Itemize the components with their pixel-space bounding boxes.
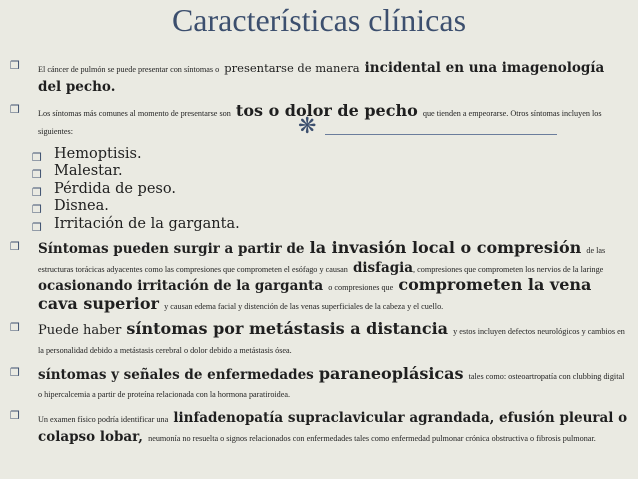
list-item: ❒ El cáncer de pulmón se puede presentar con síntomas o presentarse de manera incidental en una imagenología del pecho. (10, 59, 605, 95)
arrow-bullet-icon: ❒ (32, 185, 42, 199)
symptom-list (10, 146, 630, 234)
arrow-bullet-icon: ❒ (32, 203, 42, 217)
list-item: ❒ Los síntomas más comunes al momento de presentarse son tos o dolor de pecho que tienden a empeorarse. Otros síntomas incluyen los siguientes: (10, 101, 602, 137)
list-item: ❒ Irritación de la garganta. (32, 216, 630, 234)
slide-content (10, 58, 630, 453)
arrow-bullet-icon: ❒ (10, 59, 20, 72)
list-item: ❒ síntomas y señales de enfermedades paraneoplásicas tales como: osteoartropatía con clubbing digital o hipercalcemia a partir de proteína relacionada con la hormona paratiroidea. (10, 363, 625, 400)
slide-bullet-icon: ❋ (298, 114, 317, 139)
list-item: ❒ Hemoptisis. (32, 146, 630, 164)
slide-title: Características clínicas (171, 2, 467, 38)
arrow-bullet-icon: ❒ (32, 168, 42, 182)
arrow-bullet-icon: ❒ (10, 321, 20, 335)
arrow-bullet-icon: ❒ (10, 103, 20, 117)
arrow-bullet-icon: ❒ (32, 150, 42, 164)
list-item: ❒ Síntomas pueden surgir a partir de la invasión local o compresión de las estructuras torácicas adyacentes como las compresiones que comprometen el esófago y causan disfagia, compresiones que comprometen los nervios de la laringe ocasionando irritación de la garganta o compresiones que comprometen la vena cava superior y causan edema facial y distención de las venas superficiales de la cabeza y el cuello. (10, 238, 606, 313)
list-item: ❒ Disnea. (32, 198, 630, 216)
arrow-bullet-icon: ❒ (10, 365, 20, 379)
list-item: ❒ Puede haber síntomas por metástasis a distancia y estos incluyen defectos neurológicos y cambios en la personalidad debido a metástasis cerebral o dolor debido a metástasis ósea. (10, 319, 625, 356)
arrow-bullet-icon: ❒ (10, 240, 20, 254)
arrow-bullet-icon: ❒ (10, 409, 20, 423)
arrow-bullet-icon: ❒ (32, 220, 42, 234)
list-item: ❒ Un examen físico podría identificar una linfadenopatía supraclavicular agrandada, efusión pleural o colapso lobar, neumonía no resuelta o signos relacionados con enfermedades tales como enfermedad pulmonar crónica obstructiva o fibrosis pulmonar. (10, 409, 628, 445)
list-item: ❒ Pérdida de peso. (32, 181, 630, 199)
list-item: ❒ Malestar. (32, 163, 630, 181)
